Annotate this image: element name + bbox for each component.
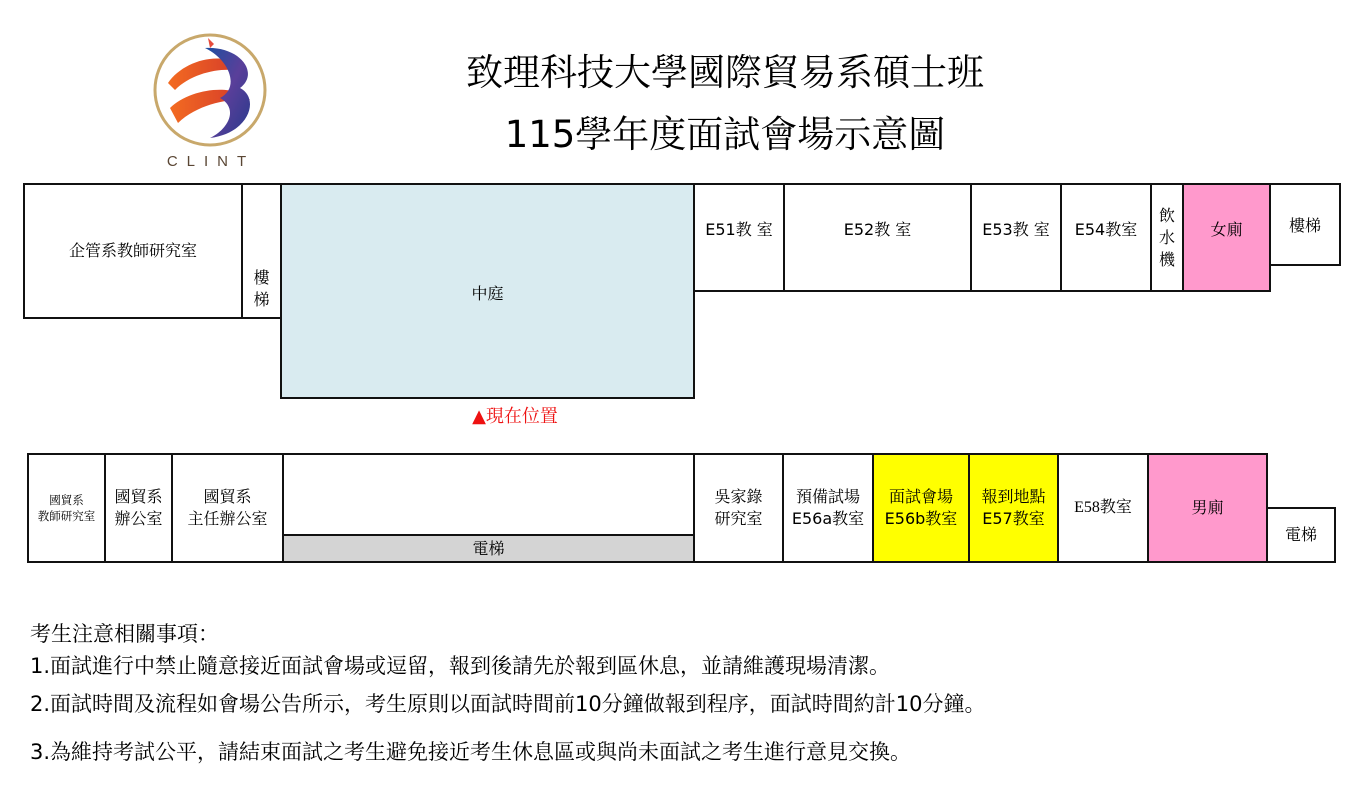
room-label: 吳家錄 研究室 [714, 487, 763, 528]
room-label: 國貿系 辦公室 [114, 487, 163, 528]
room-ibt-faculty-office [27, 453, 106, 563]
logo-emblem-icon [150, 28, 270, 153]
room-label: E53教 室 [982, 219, 1050, 239]
women-restroom [1182, 183, 1271, 292]
room-e53 [970, 183, 1062, 292]
room-label: 中庭 [471, 284, 504, 303]
room-ibt-office [104, 453, 173, 563]
note-item-1: 1.面試進行中禁止隨意接近面試會場或逗留，報到後請先於報到區休息，並請維護現場清潔。 [30, 654, 891, 678]
room-label: 女廁 [1210, 219, 1243, 239]
room-e52 [783, 183, 972, 292]
room-ibt-chair-office [171, 453, 284, 563]
title-line-1: 致理科技大學國際貿易系碩士班 [466, 51, 984, 94]
room-label: 國貿系 主任辦公室 [187, 487, 268, 528]
current-location-marker: ▲現在位置 [472, 406, 558, 427]
room-label: E58教室 [1074, 499, 1132, 516]
stairs-right [1269, 183, 1341, 266]
room-business-faculty-office [23, 183, 243, 319]
room-label: 企管系教師研究室 [68, 241, 197, 260]
note-item-3: 3.為維持考試公平，請結束面試之考生避免接近考生休息區或與尚未面試之考生進行意見交換。 [30, 740, 912, 764]
room-e51 [693, 183, 785, 292]
room-label: 樓梯 [1288, 216, 1321, 235]
room-label: 報到地點 E57教室 [981, 487, 1046, 528]
room-e56a-prep [782, 453, 874, 563]
room-label: 男廁 [1191, 498, 1224, 517]
room-label: 國貿系 教師研究室 [37, 493, 96, 523]
logo-text: CLINT [166, 153, 256, 170]
room-label: E52教 室 [843, 219, 912, 239]
room-e57-checkin [968, 453, 1059, 563]
room-label: 樓 梯 [253, 268, 270, 309]
title-line-2: 115學年度面試會場示意圖 [504, 113, 946, 156]
stairs-left [241, 183, 282, 319]
room-e58 [1057, 453, 1149, 563]
room-wu-office [693, 453, 784, 563]
room-label: 電梯 [1284, 525, 1317, 544]
room-label: 飲 水 機 [1158, 206, 1175, 269]
room-label: 面試會場 E56b教室 [884, 487, 958, 528]
room-label: 預備試場 E56a教室 [791, 487, 865, 528]
room-label: E51教 室 [705, 219, 773, 239]
courtyard [280, 183, 695, 399]
elevator-middle [282, 534, 695, 563]
men-restroom [1147, 453, 1268, 563]
notes-heading: 考生注意相關事項： [30, 622, 219, 646]
room-e56b-interview [872, 453, 970, 563]
note-item-2: 2.面試時間及流程如會場公告所示，考生原則以面試時間前10分鐘做報到程序，面試時間約計10分鐘。 [30, 692, 986, 716]
water-dispenser [1150, 183, 1184, 292]
room-e54 [1060, 183, 1152, 292]
room-label: 電梯 [472, 538, 505, 558]
room-label: E54教室 [1074, 219, 1138, 239]
corridor-wall [282, 453, 695, 455]
elevator-right [1266, 507, 1336, 563]
